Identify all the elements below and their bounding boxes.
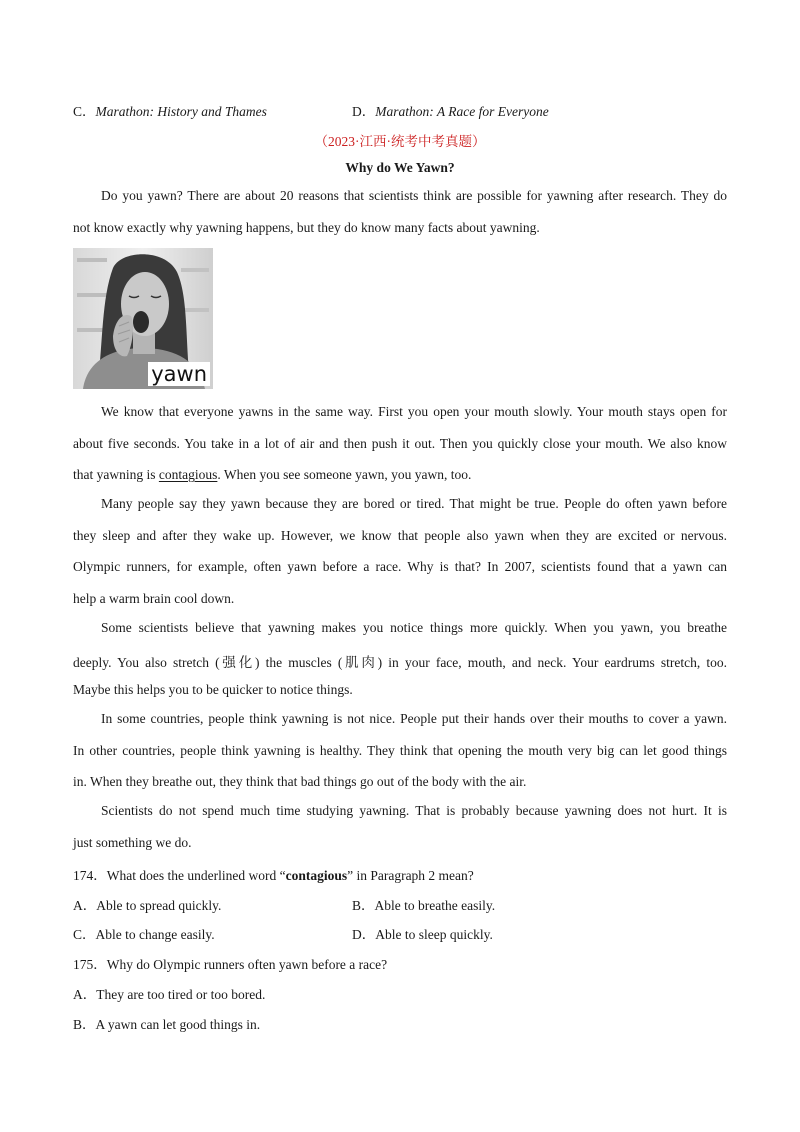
paragraph-1-line-1: Do you yawn? There are about 20 reasons that scientists think are possible for yawning after research. They do (101, 188, 727, 203)
paragraph-2-line-2: about five seconds. You take in a lot of air and then push it out. Then you quickly close your mouth. We also know (73, 436, 727, 451)
question-175-option-a: A．They are too tired or too bored. (73, 987, 266, 1002)
previous-option-c: C．Marathon: History and Thames (73, 104, 267, 119)
paragraph-3-line-1: Many people say they yawn because they are bored or tired. That might be true. People do often yawn before (101, 496, 727, 511)
question-175-option-b: B．A yawn can let good things in. (73, 1017, 261, 1032)
paragraph-3-line-3: Olympic runners, for example, often yawn before a race. Why is that? In 2007, scientists found that a yawn can (73, 559, 727, 574)
previous-option-d: D．Marathon: A Race for Everyone (352, 104, 549, 119)
underlined-word: contagious (158, 467, 218, 482)
question-175: 175．Why do Olympic runners often yawn before a race? (73, 957, 388, 972)
photo-caption: yawn (148, 362, 210, 386)
paragraph-6-line-1: Scientists do not spend much time studying yawning. That is probably because yawning does not hurt. It is (101, 803, 727, 818)
question-174-option-d: D．Able to sleep quickly. (352, 927, 493, 942)
yawning-woman-photo (73, 248, 213, 389)
passage-title: Why do We Yawn? (345, 160, 455, 175)
paragraph-4-line-1: Some scientists believe that yawning makes you notice things more quickly. When you yawn, you breathe (101, 620, 727, 635)
exam-source: （2023·江西·统考中考真题） (314, 134, 486, 149)
paragraph-5-line-2: In other countries, people think yawning is healthy. They think that opening the mouth very big can let good things (73, 743, 727, 758)
paragraph-4-line-3: Maybe this helps you to be quicker to notice things. (73, 682, 353, 697)
paragraph-2-line-1: We know that everyone yawns in the same way. First you open your mouth slowly. Your mouth stays open for (101, 404, 727, 419)
paragraph-3-line-2: they sleep and after they wake up. However, we know that people also yawn when they are excited or nervous. (73, 528, 727, 543)
paragraph-2-line-3: that yawning is contagious. When you see someone yawn, you yawn, too. (73, 467, 472, 482)
question-174-option-a: A．Able to spread quickly. (73, 898, 222, 913)
paragraph-5-line-3: in. When they breathe out, they think that bad things go out of the body with the air. (73, 774, 527, 789)
paragraph-6-line-2: just something we do. (73, 835, 192, 850)
paragraph-1-line-2: not know exactly why yawning happens, but they do know many facts about yawning. (73, 220, 540, 235)
question-174-option-c: C．Able to change easily. (73, 927, 215, 942)
paragraph-3-line-4: help a warm brain cool down. (73, 591, 235, 606)
paragraph-4-line-2: deeply. You also stretch (强化) the muscles (肌肉) in your face, mouth, and neck. Your eardrums stretch, too. (73, 655, 727, 670)
question-174-option-b: B．Able to breathe easily. (352, 898, 496, 913)
question-174: 174．What does the underlined word “contagious” in Paragraph 2 mean? (73, 868, 474, 883)
paragraph-5-line-1: In some countries, people think yawning is not nice. People put their hands over their mouths to cover a yawn. (101, 711, 727, 726)
